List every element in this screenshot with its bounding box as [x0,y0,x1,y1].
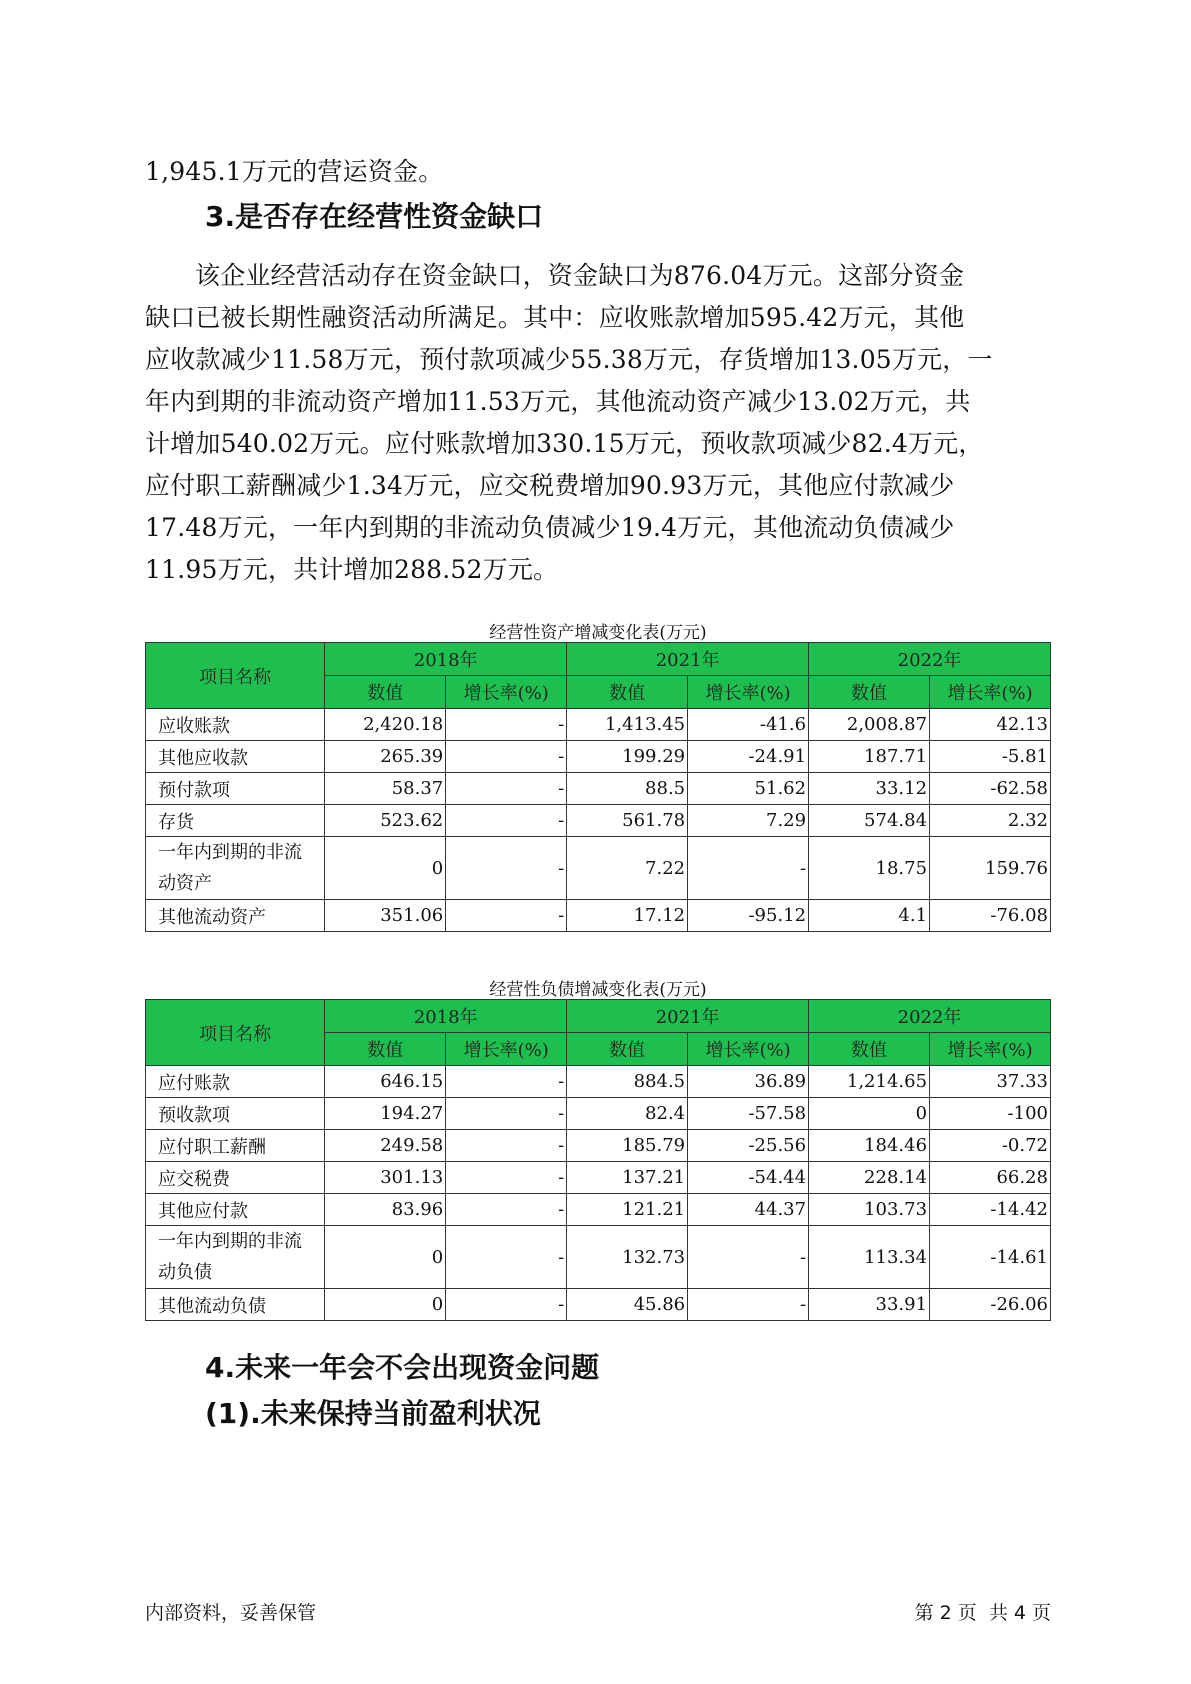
row-item-name-line: 一年内到期的非流 [158,842,302,863]
row-item-name [146,1130,325,1162]
cell-value: 0 [809,1098,930,1130]
cell-value: 45.86 [567,1289,688,1321]
row-item-name [146,1289,325,1321]
table-row [146,1130,1051,1162]
cell-growth-rate: 36.89 [688,1066,809,1098]
cell-growth-rate: 37.33 [930,1066,1051,1098]
table-row [146,709,1051,741]
paragraph-line: 计增加540.02万元。应付账款增加330.15万元，预收款项减少82.4万元， [145,429,984,458]
cell-value: 523.62 [325,805,446,837]
cell-value: 2,420.18 [325,709,446,741]
cell-value: 7.22 [567,837,688,900]
cell-value: 113.34 [809,1226,930,1289]
cell-growth-rate: -26.06 [930,1289,1051,1321]
table-row [146,1162,1051,1194]
row-item-name-line: 其他流动资产 [158,906,266,928]
cell-growth-rate: -41.6 [688,709,809,741]
cell-value: 17.12 [567,900,688,932]
cell-value: 4.1 [809,900,930,932]
header-value: 数值 [809,676,930,709]
table-row [146,1098,1051,1130]
row-item-name-line: 应付账款 [158,1072,230,1094]
cell-value: 561.78 [567,805,688,837]
table-row [146,1066,1051,1098]
cell-growth-rate: -62.58 [930,773,1051,805]
cell-growth-rate: 7.29 [688,805,809,837]
cell-growth-rate: 159.76 [930,837,1051,900]
row-item-name-line: 应交税费 [158,1168,230,1190]
table-row [146,1226,1051,1289]
cell-growth-rate: - [688,1289,809,1321]
header-year: 2021年 [567,643,809,676]
row-item-name-line: 预付款项 [158,779,230,801]
cell-value: 187.71 [809,741,930,773]
table-row [146,805,1051,837]
cell-growth-rate: - [446,1226,567,1289]
paragraph-line: 缺口已被长期性融资活动所满足。其中：应收账款增加595.42万元，其他 [145,303,965,332]
paragraph-line: 应付职工薪酬减少1.34万元，应交税费增加90.93万元，其他应付款减少 [145,471,955,500]
cell-growth-rate: - [446,1130,567,1162]
cell-growth-rate: - [446,741,567,773]
cell-growth-rate: -25.56 [688,1130,809,1162]
table-caption-assets: 经营性资产增减变化表(万元) [489,623,707,643]
cell-growth-rate: -14.42 [930,1194,1051,1226]
row-item-name [146,900,325,932]
cell-value: 265.39 [325,741,446,773]
section-heading-4: 4.未来一年会不会出现资金问题 [205,1351,600,1384]
header-item-name: 项目名称 [146,643,325,709]
cell-growth-rate: 51.62 [688,773,809,805]
cell-growth-rate: -24.91 [688,741,809,773]
row-item-name-line: 应付职工薪酬 [158,1136,266,1158]
cell-growth-rate: - [446,1194,567,1226]
cell-value: 574.84 [809,805,930,837]
footer-page-number: 第 2 页 共 4 页 [914,1602,1051,1624]
header-value: 数值 [809,1033,930,1066]
cell-value: 18.75 [809,837,930,900]
header-value: 数值 [325,1033,446,1066]
row-item-name [146,1098,325,1130]
cell-value: 33.91 [809,1289,930,1321]
row-item-name [146,741,325,773]
cell-growth-rate: 66.28 [930,1162,1051,1194]
header-year: 2018年 [325,643,567,676]
row-item-name-line: 其他应付款 [158,1200,248,1222]
cell-value: 1,413.45 [567,709,688,741]
row-item-name-line: 应收账款 [158,715,230,737]
cell-growth-rate: - [446,1289,567,1321]
cell-value: 82.4 [567,1098,688,1130]
cell-growth-rate: -95.12 [688,900,809,932]
header-growth-rate: 增长率(%) [930,1033,1051,1066]
cell-value: 0 [325,1289,446,1321]
cell-growth-rate: -76.08 [930,900,1051,932]
cell-growth-rate: - [446,1162,567,1194]
paragraph-line: 应收款减少11.58万元，预付款项减少55.38万元，存货增加13.05万元，一 [145,345,993,374]
cell-value: 1,214.65 [809,1066,930,1098]
cell-growth-rate: - [446,900,567,932]
row-item-name [146,1162,325,1194]
row-item-name [146,837,325,900]
header-year: 2021年 [567,1000,809,1033]
row-item-name [146,709,325,741]
row-item-name [146,805,325,837]
header-year: 2022年 [809,643,1051,676]
header-growth-rate: 增长率(%) [446,676,567,709]
header-growth-rate: 增长率(%) [688,1033,809,1066]
row-item-name-line: 存货 [158,811,194,833]
header-year: 2018年 [325,1000,567,1033]
table-row [146,741,1051,773]
cell-value: 137.21 [567,1162,688,1194]
cell-value: 199.29 [567,741,688,773]
cell-growth-rate: - [688,837,809,900]
cell-growth-rate: -0.72 [930,1130,1051,1162]
row-item-name-line: 预收款项 [158,1104,230,1126]
cell-growth-rate: 42.13 [930,709,1051,741]
cell-value: 184.46 [809,1130,930,1162]
cell-growth-rate: 2.32 [930,805,1051,837]
cell-growth-rate: -5.81 [930,741,1051,773]
row-item-name [146,1066,325,1098]
table-row [146,900,1051,932]
row-item-name-line: 动资产 [158,873,212,894]
cell-value: 132.73 [567,1226,688,1289]
paragraph-line: 11.95万元，共计增加288.52万元。 [145,555,559,584]
footer-confidential-note: 内部资料，妥善保管 [145,1602,317,1624]
cell-value: 249.58 [325,1130,446,1162]
row-item-name-line: 动负债 [158,1262,212,1283]
row-item-name-line: 其他流动负债 [158,1295,266,1317]
section-heading-3: 3.是否存在经营性资金缺口 [205,200,544,233]
cell-growth-rate: - [688,1226,809,1289]
cell-growth-rate: - [446,773,567,805]
cell-value: 228.14 [809,1162,930,1194]
cell-value: 646.15 [325,1066,446,1098]
cell-value: 0 [325,837,446,900]
cell-value: 351.06 [325,900,446,932]
cell-growth-rate: -100 [930,1098,1051,1130]
cell-value: 194.27 [325,1098,446,1130]
table-row [146,1289,1051,1321]
subsection-heading-4-1: (1).未来保持当前盈利状况 [205,1397,541,1430]
row-item-name-line: 其他应收款 [158,747,248,769]
cell-growth-rate: - [446,1098,567,1130]
table-operating-liabilities [145,999,1051,1321]
header-item-name: 项目名称 [146,1000,325,1066]
cell-value: 58.37 [325,773,446,805]
cell-growth-rate: - [446,837,567,900]
table-row [146,837,1051,900]
paragraph-line: 17.48万元，一年内到期的非流动负债减少19.4万元，其他流动负债减少 [145,513,955,542]
header-growth-rate: 增长率(%) [688,676,809,709]
row-item-name [146,773,325,805]
table-operating-assets [145,642,1051,932]
cell-value: 884.5 [567,1066,688,1098]
cell-value: 0 [325,1226,446,1289]
cell-value: 103.73 [809,1194,930,1226]
table-row [146,773,1051,805]
cell-growth-rate: 44.37 [688,1194,809,1226]
paragraph-line: 年内到期的非流动资产增加11.53万元，其他流动资产减少13.02万元，共 [145,387,971,416]
cell-growth-rate: -57.58 [688,1098,809,1130]
cell-value: 185.79 [567,1130,688,1162]
header-year: 2022年 [809,1000,1051,1033]
table-caption-liabilities: 经营性负债增减变化表(万元) [489,980,707,1000]
cell-value: 2,008.87 [809,709,930,741]
header-value: 数值 [567,676,688,709]
cell-value: 301.13 [325,1162,446,1194]
header-value: 数值 [325,676,446,709]
header-value: 数值 [567,1033,688,1066]
table-row [146,1194,1051,1226]
cell-growth-rate: - [446,805,567,837]
cell-value: 121.21 [567,1194,688,1226]
cell-growth-rate: - [446,1066,567,1098]
row-item-name-line: 一年内到期的非流 [158,1231,302,1252]
row-item-name [146,1226,325,1289]
cell-value: 33.12 [809,773,930,805]
cell-growth-rate: - [446,709,567,741]
cell-growth-rate: -54.44 [688,1162,809,1194]
header-growth-rate: 增长率(%) [930,676,1051,709]
cell-value: 83.96 [325,1194,446,1226]
cell-growth-rate: -14.61 [930,1226,1051,1289]
row-item-name [146,1194,325,1226]
cell-value: 88.5 [567,773,688,805]
paragraph-continuation: 1,945.1万元的营运资金。 [145,157,444,186]
header-growth-rate: 增长率(%) [446,1033,567,1066]
paragraph-line: 该企业经营活动存在资金缺口，资金缺口为876.04万元。这部分资金 [195,261,965,290]
